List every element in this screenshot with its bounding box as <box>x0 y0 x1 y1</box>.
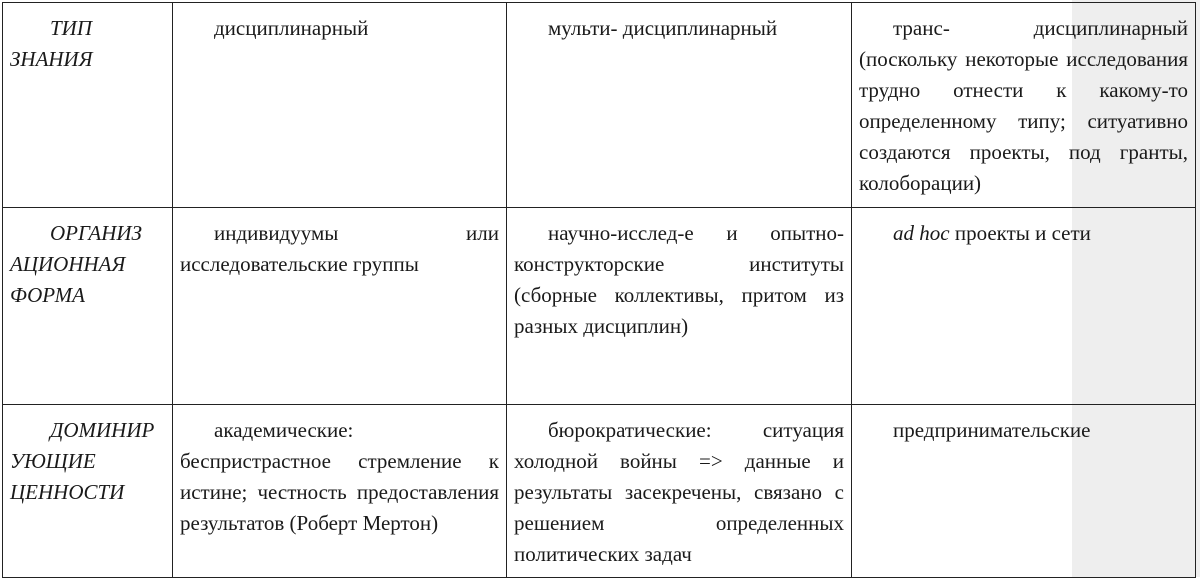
table-cell: индивидуумы или исследовательские группы <box>173 208 507 405</box>
table-cell: дисциплинарный <box>173 3 507 208</box>
table-cell: транс- дисциплинарный (поскольку некоторые исследования трудно отнести к какому-то определенному типу; ситуативно создаются проекты, под гранты, колоборации) <box>852 3 1196 208</box>
table-row <box>3 3 1196 208</box>
table-cell: мульти- дисциплинарный <box>507 3 852 208</box>
row-header-knowledge-type: ТИП ЗНАНИЯ <box>3 3 173 208</box>
row-header-organizational-form: ОРГАНИЗ АЦИОННАЯ ФОРМА <box>3 208 173 405</box>
table-cell: предпринимательские <box>852 405 1196 578</box>
knowledge-types-table <box>2 2 1196 578</box>
table-cell: академические: беспристрастное стремление к истине; честность предоставления результатов (Роберт Мертон) <box>173 405 507 578</box>
table-row <box>3 208 1196 405</box>
table-cell: научно-исслед-е и опытно-конструкторские институты (сборные коллективы, притом из разных дисциплин) <box>507 208 852 405</box>
table-row <box>3 405 1196 578</box>
row-header-dominant-values: ДОМИНИР УЮЩИЕ ЦЕННОСТИ <box>3 405 173 578</box>
table-cell: бюрократические: ситуация холодной войны => данные и результаты засекречены, связано с решением определенных политических задач <box>507 405 852 578</box>
table-cell: ad hoc проекты и сети <box>852 208 1196 405</box>
